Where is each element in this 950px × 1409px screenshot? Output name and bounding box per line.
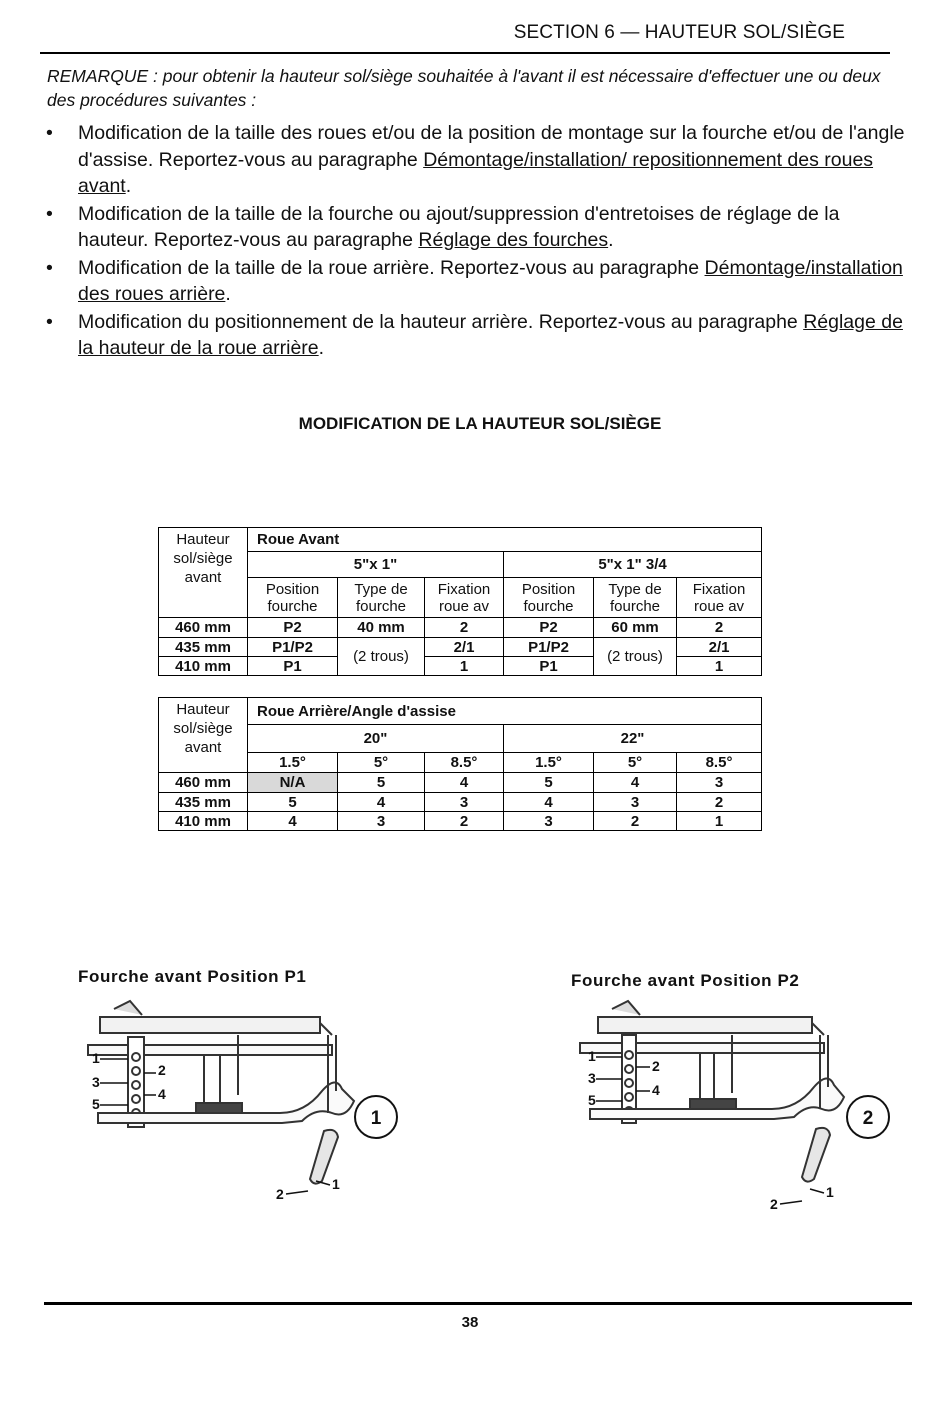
hole-label: 3 — [588, 1070, 596, 1086]
cross-reference-link[interactable]: Démontage/installation des roues arrière — [78, 256, 903, 305]
table-cell: 1 — [425, 657, 504, 676]
table-cell: P1 — [504, 657, 594, 676]
angle-header: 8.5° — [425, 753, 504, 773]
position-badge: 1 — [370, 1108, 382, 1129]
hole-label: 3 — [92, 1074, 100, 1090]
table-corner-header: Hauteur sol/siège avant — [159, 698, 248, 773]
table-cell-na: N/A — [248, 773, 338, 793]
table-cell: 40 mm — [338, 618, 425, 638]
list-item: • Modification de la taille des roues et/ou de la position de montage sur la fourche et/ou de l'angle d'assise. Reportez-vous au paragraphe Démontage/installation/ repositionnement des roues avant. — [46, 122, 905, 197]
table-group-header: Roue Arrière/Angle d'assise — [248, 698, 762, 725]
table-cell: P1 — [248, 657, 338, 676]
row-header: 435 mm — [159, 793, 248, 812]
table-row — [159, 793, 762, 812]
row-header: 410 mm — [159, 812, 248, 831]
table-corner-header: Hauteur sol/siège avant — [159, 528, 248, 618]
diagram-title-p2: Fourche avant Position P2 — [571, 971, 800, 990]
table-cell: 5 — [248, 793, 338, 812]
table-cell: P2 — [504, 618, 594, 638]
angle-header: 5° — [338, 753, 425, 773]
table-cell: 60 mm — [594, 618, 677, 638]
table-row — [159, 812, 762, 831]
hole-label: 1 — [92, 1050, 100, 1066]
list-item: • Modification de la taille de la roue arrière. Reportez-vous au paragraphe Démontage/installation des roues arrière. — [46, 256, 903, 305]
table-cell: P2 — [248, 618, 338, 638]
fork-hole-label: 1 — [826, 1184, 834, 1200]
cross-reference-link[interactable]: Réglage des fourches — [418, 229, 609, 251]
wheel-size-header: 5"x 1" 3/4 — [504, 552, 762, 578]
list-item: • Modification du positionnement de la hauteur arrière. Reportez-vous au paragraphe Réglage de la hauteur de la roue arrière. — [46, 310, 903, 359]
hole-label: 5 — [92, 1096, 100, 1112]
position-badge: 2 — [862, 1108, 874, 1129]
angle-header: 8.5° — [677, 753, 762, 773]
table-row — [159, 638, 762, 657]
table-cell: 4 — [248, 812, 338, 831]
remark-note: REMARQUE : pour obtenir la hauteur sol/siège souhaitée à l'avant il est nécessaire d'effectuer une ou deux des procédures suivantes : — [47, 66, 881, 110]
fork-hole-label: 2 — [276, 1186, 284, 1202]
angle-header: 1.5° — [504, 753, 594, 773]
table-cell: 3 — [677, 773, 762, 793]
hole-label: 2 — [158, 1062, 166, 1078]
wheel-size-header: 5"x 1" — [248, 552, 504, 578]
row-header: 435 mm — [159, 638, 248, 657]
column-header: Fixation roue av — [425, 578, 504, 618]
table-cell: 2/1 — [677, 638, 762, 657]
list-item: • Modification de la taille de la fourche ou ajout/suppression d'entretoises de réglage de la hauteur. Reportez-vous au paragraphe Réglage des fourches. — [46, 202, 840, 251]
angle-header: 1.5° — [248, 753, 338, 773]
hole-label: 4 — [652, 1082, 660, 1098]
fork-hole-label: 2 — [770, 1196, 778, 1212]
table-title: MODIFICATION DE LA HAUTEUR SOL/SIÈGE — [298, 414, 662, 433]
column-header: Position fourche — [248, 578, 338, 618]
angle-header: 5° — [594, 753, 677, 773]
table-row — [159, 618, 762, 638]
table-cell: 4 — [338, 793, 425, 812]
table-cell: 1 — [677, 657, 762, 676]
table-cell: 2 — [594, 812, 677, 831]
table-cell: 5 — [504, 773, 594, 793]
wheel-size-header: 22" — [504, 725, 762, 753]
fork-position-p2-diagram — [572, 995, 902, 1215]
front-wheel-table — [158, 527, 762, 676]
table-cell: 5 — [338, 773, 425, 793]
footer-rule — [44, 1302, 912, 1305]
fork-position-p1-diagram — [70, 995, 410, 1210]
hole-label: 4 — [158, 1086, 166, 1102]
table-cell: P1/P2 — [504, 638, 594, 657]
table-cell: 3 — [425, 793, 504, 812]
table-cell: 4 — [594, 773, 677, 793]
row-header: 410 mm — [159, 657, 248, 676]
table-cell: 2 — [677, 793, 762, 812]
table-group-header: Roue Avant — [248, 528, 762, 552]
table-cell: 4 — [425, 773, 504, 793]
row-header: 460 mm — [159, 773, 248, 793]
cross-reference-link[interactable]: Démontage/installation/ repositionnement des roues avant — [78, 148, 874, 197]
diagram-title-p1: Fourche avant Position P1 — [78, 967, 307, 986]
table-cell: (2 trous) — [338, 638, 425, 676]
table-cell: 3 — [504, 812, 594, 831]
table-row — [159, 773, 762, 793]
rear-wheel-table — [158, 697, 762, 831]
table-cell: 1 — [677, 812, 762, 831]
table-cell: 4 — [504, 793, 594, 812]
column-header: Type de fourche — [338, 578, 425, 618]
table-cell: 2 — [425, 812, 504, 831]
procedure-list — [44, 120, 914, 363]
table-cell: 3 — [594, 793, 677, 812]
table-cell: 2 — [425, 618, 504, 638]
table-cell: 2/1 — [425, 638, 504, 657]
table-cell: 2 — [677, 618, 762, 638]
hole-label: 1 — [588, 1048, 596, 1064]
column-header: Position fourche — [504, 578, 594, 618]
section-header: SECTION 6 — HAUTEUR SOL/SIÈGE — [513, 22, 845, 43]
cross-reference-link[interactable]: Réglage de la hauteur de la roue arrière — [78, 310, 903, 359]
header-rule — [40, 52, 890, 54]
hole-label: 2 — [652, 1058, 660, 1074]
column-header: Type de fourche — [594, 578, 677, 618]
wheel-size-header: 20" — [248, 725, 504, 753]
hole-label: 5 — [588, 1092, 596, 1108]
table-cell: P1/P2 — [248, 638, 338, 657]
table-cell: (2 trous) — [594, 638, 677, 676]
column-header: Fixation roue av — [677, 578, 762, 618]
row-header: 460 mm — [159, 618, 248, 638]
fork-hole-label: 1 — [332, 1176, 340, 1192]
table-cell: 3 — [338, 812, 425, 831]
page-number: 38 — [461, 1314, 479, 1331]
